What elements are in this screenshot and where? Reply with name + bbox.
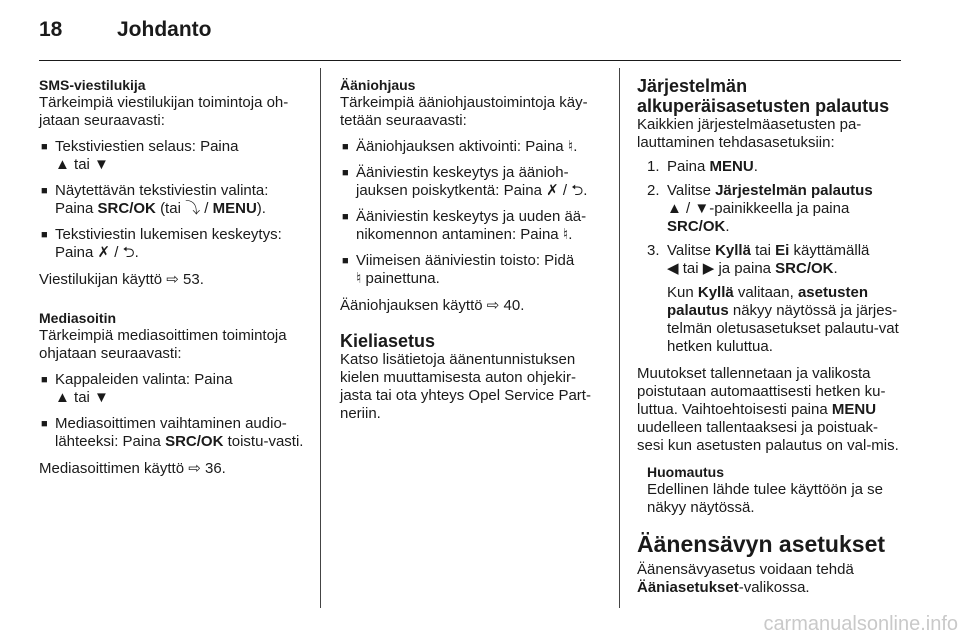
list-item: ■ Ääniohjauksen aktivointi: Paina ♮.	[340, 138, 605, 156]
column-divider-2	[619, 68, 620, 608]
note-box	[637, 463, 903, 517]
menu-key: MENU	[709, 158, 754, 175]
media-intro: Tärkeimpiä mediasoittimen toimintoja ohjataan seuraavasti:	[39, 327, 287, 362]
menu-key: MENU	[831, 401, 877, 418]
up-arrow-icon: ▲	[667, 200, 682, 217]
factory-reset-heading: Järjestelmän alkuperäisasetusten palautus	[637, 76, 890, 116]
mute-icon: ✗	[546, 182, 559, 199]
list-item: ■ Näytettävän tekstiviestin valinta: Paina SRC/OK (tai ⤵ / MENU).	[39, 182, 309, 218]
tone-settings-heading: Äänensävyn asetukset	[637, 531, 886, 557]
list-item: ■ Ääniviestin keskeytys ja uuden ää-nikomennon antaminen: Paina ♮.	[340, 208, 605, 244]
language-text: Katso lisätietoja äänentunnistuksen kielen muuttamisesta auton ohjekir-jasta tai ota yhteys Opel Service Part-neriin.	[340, 351, 591, 422]
sms-reference: Viestilukijan käyttö ⇨ 53.	[39, 271, 204, 288]
list-item: ■ Kappaleiden valinta: Paina ▲ tai ▼	[39, 371, 309, 407]
media-reference: Mediasoittimen käyttö ⇨ 36.	[39, 460, 226, 477]
list-item: ■ Ääniviestin keskeytys ja äänioh-jauksen poiskytkentä: Paina ✗ / ⮌.	[340, 164, 605, 200]
no-key: Ei	[775, 242, 790, 259]
page-number: 18	[39, 18, 63, 41]
language-heading: Kieliasetus	[340, 331, 436, 351]
voice-control-heading: Ääniohjaus	[340, 77, 416, 93]
media-player-heading: Mediasoitin	[39, 310, 117, 326]
phone-off-icon: ⤵	[185, 200, 201, 217]
list-item: ■ Mediasoittimen vaihtaminen audio-lähteeksi: Paina SRC/OK toistu-vasti.	[39, 415, 309, 451]
list-item: ■ Tekstiviestien selaus: Paina ▲ tai ▼	[39, 138, 309, 174]
up-arrow-icon: ▲	[55, 389, 70, 406]
sms-intro: Tärkeimpiä viestilukijan toimintoja oh-jataan seuraavasti:	[39, 94, 289, 129]
changes-text: Muutokset tallennetaan ja valikosta poistutaan automaattisesti hetken ku-luttua. Vaihtoehtoisesti paina MENU uudelleen tallentaaksesi ja poistuak-sesi kun asetusten palautus on val-mis.	[637, 365, 899, 454]
note-text: Edellinen lähde tulee käyttöön ja se näkyy näytössä.	[647, 481, 884, 516]
voice-icon: ♮	[356, 270, 362, 287]
mute-icon: ✗	[97, 244, 111, 261]
watermark: carmanualsonline.info	[763, 613, 958, 635]
reset-intro: Kaikkien järjestelmäasetusten pa-lauttaminen tehdasasetuksiin:	[637, 116, 862, 151]
list-item: ■ Tekstiviestin lukemisen keskeytys: Paina ✗ / ⮌.	[39, 226, 309, 262]
list-item: 3. Valitse Kyllä tai Ei käyttämällä ◀ tai ▶ ja paina SRC/OK.	[647, 242, 870, 277]
page-reference-icon: ⇨	[486, 297, 500, 314]
down-arrow-icon: ▼	[94, 156, 109, 173]
column-3	[637, 76, 903, 597]
menu-key: MENU	[212, 200, 257, 217]
column-2	[340, 76, 605, 423]
column-divider-1	[320, 68, 321, 608]
list-item: 2. Valitse Järjestelmän palautus ▲ / ▼-painikkeella ja paina SRC/OK.	[647, 182, 873, 235]
note-heading: Huomautus	[647, 464, 724, 480]
yes-result-text: Kun Kyllä valitaan, asetusten palautus näkyy näytössä ja järjes-telmän oletusasetukset palautu-vat hetken kuluttua.	[667, 284, 899, 355]
src-ok-key: SRC/OK	[165, 433, 224, 450]
media-bullet-list	[39, 371, 309, 451]
src-ok-key: SRC/OK	[97, 200, 156, 217]
voice-intro: Tärkeimpiä ääniohjaustoimintoja käy-tetään seuraavasti:	[340, 94, 588, 129]
up-arrow-icon: ▲	[55, 156, 70, 173]
header-rule	[39, 60, 901, 61]
voice-reference: Ääniohjauksen käyttö ⇨ 40.	[340, 297, 525, 314]
sms-reader-heading: SMS-viestilukija	[39, 77, 146, 93]
voice-icon: ♮	[567, 138, 574, 155]
yes-key: Kyllä	[715, 242, 751, 259]
voice-bullet-list	[340, 138, 605, 288]
page-reference-icon: ⇨	[166, 271, 179, 288]
down-arrow-icon: ▼	[694, 200, 710, 217]
list-item: ■ Viimeisen ääniviestin toisto: Pidä ♮ painettuna.	[340, 252, 605, 288]
back-icon: ⮌	[571, 182, 584, 199]
sound-settings-key: Ääniasetukset	[637, 579, 739, 596]
src-ok-key: SRC/OK	[775, 260, 834, 277]
back-icon: ⮌	[122, 244, 135, 261]
sms-bullet-list	[39, 138, 309, 262]
list-item: 1. Paina MENU.	[647, 158, 758, 175]
left-arrow-icon: ◀	[667, 260, 679, 277]
reset-steps	[637, 158, 903, 278]
column-1	[39, 76, 309, 478]
src-ok-key: SRC/OK	[667, 218, 726, 235]
tone-text: Äänensävyasetus voidaan tehdä Ääniasetukset-valikossa.	[637, 561, 854, 596]
system-reset-key: Järjestelmän palautus	[715, 182, 873, 199]
chapter-title: Johdanto	[117, 18, 212, 41]
down-arrow-icon: ▼	[94, 389, 109, 406]
page-header	[0, 0, 960, 66]
voice-icon: ♮	[562, 226, 569, 243]
page-reference-icon: ⇨	[188, 460, 201, 477]
right-arrow-icon: ▶	[702, 260, 715, 277]
